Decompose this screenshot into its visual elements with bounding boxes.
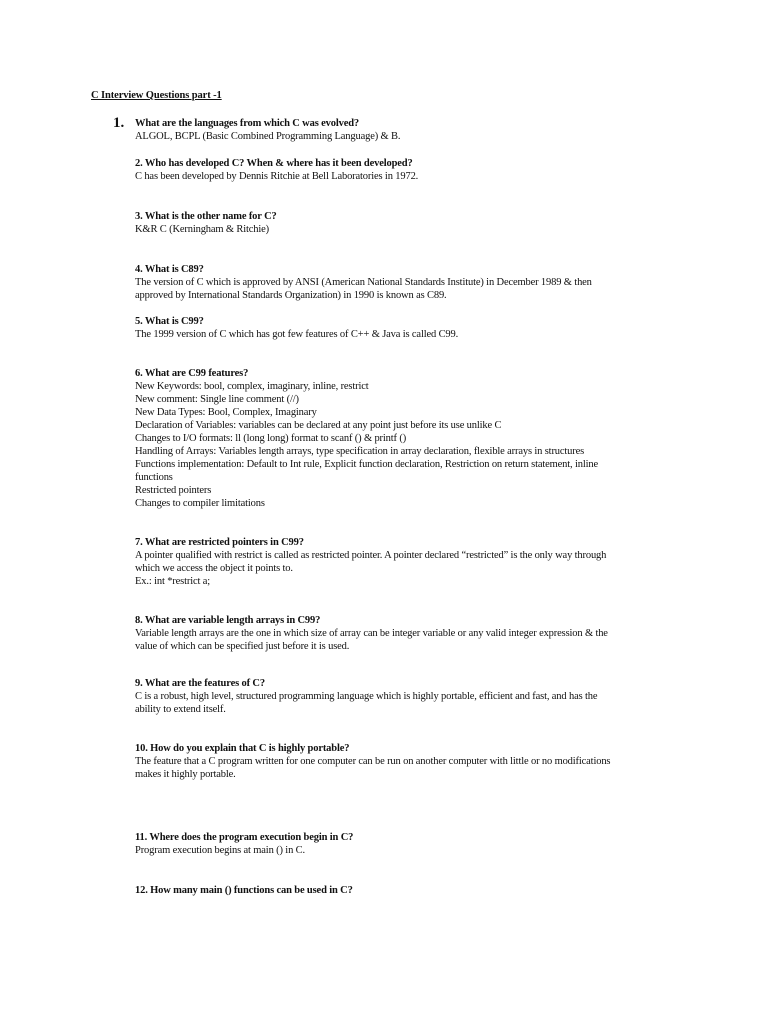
answer-2 bbox=[135, 170, 675, 183]
answer-line: makes it highly portable. bbox=[135, 769, 236, 780]
answer-1 bbox=[135, 130, 675, 143]
question-8-text: 8. What are variable length arrays in C99? bbox=[135, 615, 321, 626]
answer-line: Variable length arrays are the one in which size of array can be integer variable or any valid integer expression & the bbox=[135, 628, 608, 639]
answer-8 bbox=[135, 627, 675, 653]
answer-line: C is a robust, high level, structured programming language which is highly portable, efficient and fast, and has the bbox=[135, 691, 598, 702]
answer-line: The 1999 version of C which has got few features of C++ & Java is called C99. bbox=[135, 329, 459, 340]
answer-line: The feature that a C program written for one computer can be run on another computer with little or no modifications bbox=[135, 756, 611, 767]
question-block-4 bbox=[135, 263, 675, 302]
answer-line: which we access the object it points to. bbox=[135, 563, 293, 574]
question-6-text: 6. What are C99 features? bbox=[135, 368, 249, 379]
answer-line: Changes to compiler limitations bbox=[135, 498, 265, 509]
question-block-1 bbox=[135, 117, 675, 143]
answer-line: ALGOL, BCPL (Basic Combined Programming Language) & B. bbox=[135, 131, 401, 142]
answer-line: Program execution begins at main () in C. bbox=[135, 845, 305, 856]
answer-line: K&R C (Kerningham & Ritchie) bbox=[135, 224, 270, 235]
answer-line: approved by International Standards Organization) in 1990 is known as C89. bbox=[135, 290, 447, 301]
question-block-6 bbox=[135, 367, 675, 510]
answer-3 bbox=[135, 223, 675, 236]
answer-10 bbox=[135, 755, 675, 781]
question-block-7 bbox=[135, 536, 675, 588]
question-1-text: What are the languages from which C was evolved? bbox=[135, 118, 359, 129]
answer-11 bbox=[135, 844, 675, 857]
answer-line: The version of C which is approved by ANSI (American National Standards Institute) in December 1989 & then bbox=[135, 277, 592, 288]
question-3-text: 3. What is the other name for C? bbox=[135, 211, 277, 222]
question-5-text: 5. What is C99? bbox=[135, 316, 204, 327]
question-block-10 bbox=[135, 742, 675, 781]
answer-line: Changes to I/O formats: ll (long long) format to scanf () & printf () bbox=[135, 433, 407, 444]
answer-line: Restricted pointers bbox=[135, 485, 212, 496]
answer-line: New Keywords: bool, complex, imaginary, inline, restrict bbox=[135, 381, 369, 392]
answer-4 bbox=[135, 276, 675, 302]
answer-line: functions bbox=[135, 472, 173, 483]
answer-line: New Data Types: Bool, Complex, Imaginary bbox=[135, 407, 317, 418]
question-2-text: 2. Who has developed C? When & where has it been developed? bbox=[135, 158, 413, 169]
question-block-2 bbox=[135, 157, 675, 183]
answer-6 bbox=[135, 380, 675, 510]
question-block-9 bbox=[135, 677, 675, 716]
answer-line: ability to extend itself. bbox=[135, 704, 226, 715]
answer-line: A pointer qualified with restrict is called as restricted pointer. A pointer declared “restricted” is the only way through bbox=[135, 550, 607, 561]
answer-line: Handling of Arrays: Variables length arrays, type specification in array declaration, flexible arrays in structures bbox=[135, 446, 585, 457]
question-1-number: 1. bbox=[113, 115, 125, 131]
question-9-text: 9. What are the features of C? bbox=[135, 678, 265, 689]
question-block-8 bbox=[135, 614, 675, 653]
answer-line: C has been developed by Dennis Ritchie at Bell Laboratories in 1972. bbox=[135, 171, 419, 182]
question-block-12 bbox=[135, 884, 675, 897]
answer-line: value of which can be specified just before it is used. bbox=[135, 641, 350, 652]
question-block-11 bbox=[135, 831, 675, 857]
question-10-text: 10. How do you explain that C is highly portable? bbox=[135, 743, 350, 754]
question-12-text: 12. How many main () functions can be used in C? bbox=[135, 885, 353, 896]
question-block-5 bbox=[135, 315, 675, 341]
document-title: C Interview Questions part -1 bbox=[91, 90, 222, 101]
question-11-text: 11. Where does the program execution begin in C? bbox=[135, 832, 354, 843]
answer-line: New comment: Single line comment (//) bbox=[135, 394, 299, 405]
answer-line: Functions implementation: Default to Int rule, Explicit function declaration, Restriction on return statement, inline bbox=[135, 459, 599, 470]
question-block-3 bbox=[135, 210, 675, 236]
answer-5 bbox=[135, 328, 675, 341]
question-7-text: 7. What are restricted pointers in C99? bbox=[135, 537, 304, 548]
answer-9 bbox=[135, 690, 675, 716]
answer-line: Declaration of Variables: variables can be declared at any point just before its use unlike C bbox=[135, 420, 502, 431]
question-4-text: 4. What is C89? bbox=[135, 264, 204, 275]
answer-line: Ex.: int *restrict a; bbox=[135, 576, 210, 587]
answer-7 bbox=[135, 549, 675, 588]
